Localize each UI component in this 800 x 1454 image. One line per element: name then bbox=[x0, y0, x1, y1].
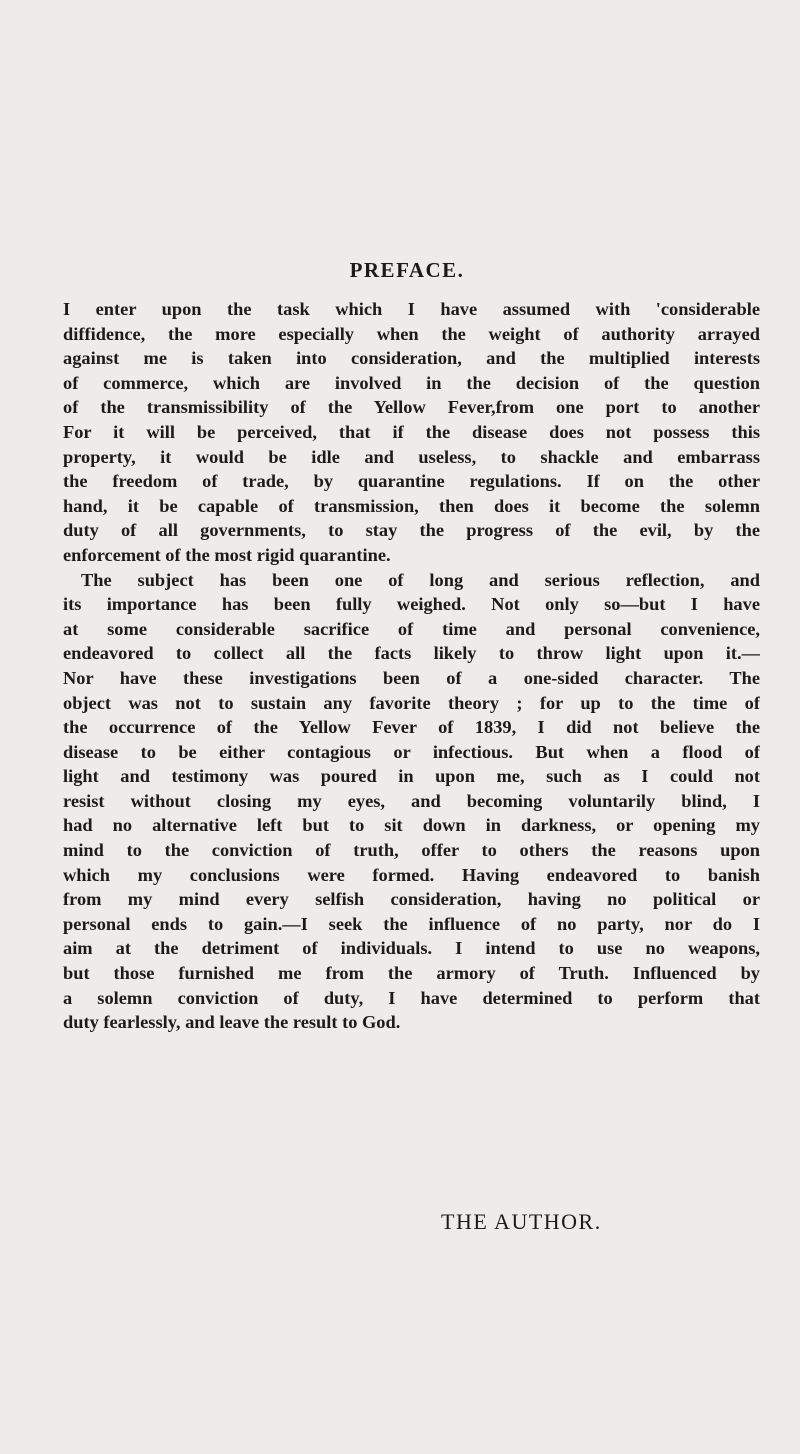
text-line: the freedom of trade, by quarantine regulations. If on the other bbox=[63, 471, 760, 492]
text-line: object was not to sustain any favorite theory ; for up to the time of bbox=[63, 692, 760, 713]
text-line: had no alternative left but to sit down in darkness, or opening my bbox=[63, 815, 760, 836]
text-line: property, it would be idle and useless, to shackle and embarrass bbox=[63, 446, 760, 467]
text-line: against me is taken into consideration, and the multiplied interests bbox=[63, 348, 760, 369]
text-line: duty of all governments, to stay the progress of the evil, by the bbox=[63, 520, 760, 541]
text-line: aim at the detriment of individuals. I intend to use no weapons, bbox=[63, 938, 760, 959]
page-title: PREFACE. bbox=[349, 258, 465, 282]
text-line: which my conclusions were formed. Having endeavored to banish bbox=[63, 864, 760, 885]
author-signature: THE AUTHOR. bbox=[441, 1209, 602, 1234]
text-line: a solemn conviction of duty, I have determined to perform that bbox=[63, 987, 760, 1008]
text-line: at some considerable sacrifice of time and personal convenience, bbox=[63, 618, 760, 639]
text-line: personal ends to gain.—I seek the influence of no party, nor do I bbox=[63, 913, 760, 934]
text-line: For it will be perceived, that if the disease does not possess this bbox=[63, 421, 760, 442]
text-line: The subject has been one of long and serious reflection, and bbox=[81, 569, 760, 590]
text-line: mind to the conviction of truth, offer to others the reasons upon bbox=[63, 840, 760, 861]
text-line: enforcement of the most rigid quarantine. bbox=[63, 544, 391, 565]
text-line: endeavored to collect all the facts likely to throw light upon it.— bbox=[63, 643, 760, 664]
text-line: disease to be either contagious or infectious. But when a flood of bbox=[63, 741, 760, 762]
text-line: resist without closing my eyes, and becoming voluntarily blind, I bbox=[63, 790, 760, 811]
text-line: of the transmissibility of the Yellow Fever,from one port to another bbox=[63, 397, 760, 418]
text-line: but those furnished me from the armory of Truth. Influenced by bbox=[63, 963, 760, 984]
text-line: Nor have these investigations been of a one-sided character. The bbox=[63, 667, 760, 688]
text-line: I enter upon the task which I have assumed with 'considerable bbox=[63, 299, 760, 319]
text-line: its importance has been fully weighed. Not only so—but I have bbox=[63, 594, 760, 615]
text-line: from my mind every selfish consideration, having no political or bbox=[63, 889, 760, 910]
preface-body bbox=[63, 297, 760, 1035]
text-line: light and testimony was poured in upon me, such as I could not bbox=[63, 766, 760, 787]
text-line: diffidence, the more especially when the weight of authority arrayed bbox=[63, 323, 760, 344]
text-line: the occurrence of the Yellow Fever of 1839, I did not believe the bbox=[63, 717, 760, 738]
text-line: duty fearlessly, and leave the result to God. bbox=[63, 1012, 401, 1033]
text-line: of commerce, which are involved in the decision of the question bbox=[63, 372, 760, 393]
text-line: hand, it be capable of transmission, then does it become the solemn bbox=[63, 495, 760, 516]
